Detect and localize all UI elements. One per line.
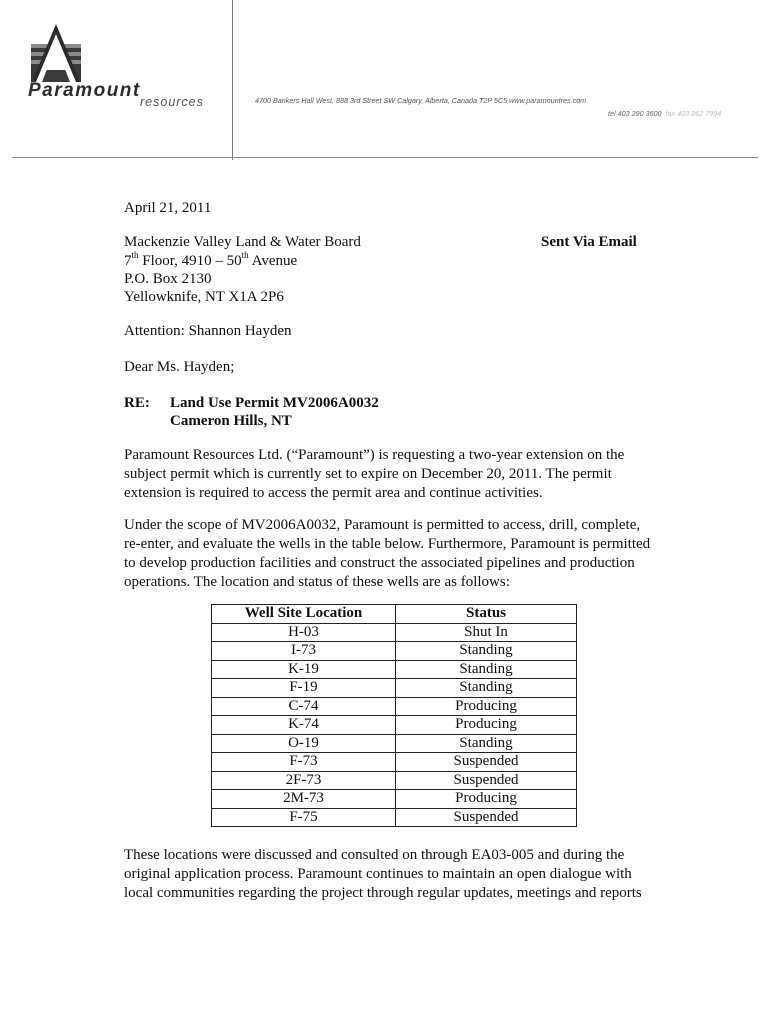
table-row [212, 697, 577, 716]
header-status: Status [396, 605, 577, 624]
re-label: RE: [124, 395, 150, 411]
well-location: K-74 [212, 716, 396, 735]
letter-date: April 21, 2011 [124, 200, 212, 216]
recipient-line-1: Mackenzie Valley Land & Water Board [124, 234, 361, 250]
well-status: Producing [396, 716, 577, 735]
recipient-line-4: Yellowknife, NT X1A 2P6 [124, 289, 284, 305]
fax-number: fax 403 262 7994 [665, 109, 722, 118]
well-status: Suspended [396, 753, 577, 772]
letterhead-phone [608, 109, 721, 118]
table-row [212, 808, 577, 827]
re-subject-line-2: Cameron Hills, NT [170, 413, 292, 429]
table-row [212, 660, 577, 679]
attention-line: Attention: Shannon Hayden [124, 323, 292, 339]
table-row [212, 771, 577, 790]
delivery-method: Sent Via Email [541, 234, 637, 250]
well-status: Producing [396, 790, 577, 809]
well-location: 2F-73 [212, 771, 396, 790]
table-row [212, 679, 577, 698]
well-location: F-73 [212, 753, 396, 772]
table-row [212, 753, 577, 772]
well-location: I-73 [212, 642, 396, 661]
well-status: Suspended [396, 808, 577, 827]
recipient-line-2: 7th Floor, 4910 – 50th Avenue [124, 250, 298, 269]
table-row [212, 642, 577, 661]
salutation: Dear Ms. Hayden; [124, 359, 235, 375]
table-row [212, 623, 577, 642]
table-header-row [212, 605, 577, 624]
well-status: Standing [396, 660, 577, 679]
re-subject-line-1: Land Use Permit MV2006A0032 [170, 395, 379, 411]
paramount-logo-icon [28, 22, 84, 84]
well-status: Standing [396, 642, 577, 661]
header-well-site-location: Well Site Location [212, 605, 396, 624]
table-row [212, 716, 577, 735]
letterhead-address: 4700 Bankers Hall West, 888 3rd Street SW Calgary, Alberta, Canada T2P 5C5 www.paramountres.com [255, 96, 587, 105]
well-status: Shut In [396, 623, 577, 642]
well-status: Standing [396, 734, 577, 753]
wells-table [211, 604, 577, 827]
well-location: H-03 [212, 623, 396, 642]
letterhead-divider-horizontal [12, 157, 758, 158]
well-status: Producing [396, 697, 577, 716]
well-location: K-19 [212, 660, 396, 679]
well-location: F-75 [212, 808, 396, 827]
paragraph-3: These locations were discussed and consulted on through EA03-005 and during the original application process. Paramount continues to maintain an open dialogue with local communities regarding the project through regular updates, meetings and reports [124, 847, 642, 901]
well-status: Suspended [396, 771, 577, 790]
brand-subtitle: resources [140, 95, 204, 109]
well-location: C-74 [212, 697, 396, 716]
phone-number: tel 403 290 3600 [608, 109, 662, 118]
well-location: O-19 [212, 734, 396, 753]
brand-name: Paramount [28, 80, 141, 101]
table-row [212, 734, 577, 753]
letterhead-divider-vertical [232, 0, 233, 160]
paragraph-1: Paramount Resources Ltd. (“Paramount”) is requesting a two-year extension on the subject permit which is currently set to expire on December 20, 2011. The permit extension is required to access the permit area and continue activities. [124, 447, 625, 501]
recipient-line-3: P.O. Box 2130 [124, 271, 212, 287]
table-row [212, 790, 577, 809]
well-status: Standing [396, 679, 577, 698]
well-location: 2M-73 [212, 790, 396, 809]
paragraph-2: Under the scope of MV2006A0032, Paramount is permitted to access, drill, complete, re-enter, and evaluate the wells in the table below. Furthermore, Paramount is permitted to develop production facilities and construct the associated pipelines and production operations. The location and status of these wells are as follows: [124, 517, 651, 590]
well-location: F-19 [212, 679, 396, 698]
